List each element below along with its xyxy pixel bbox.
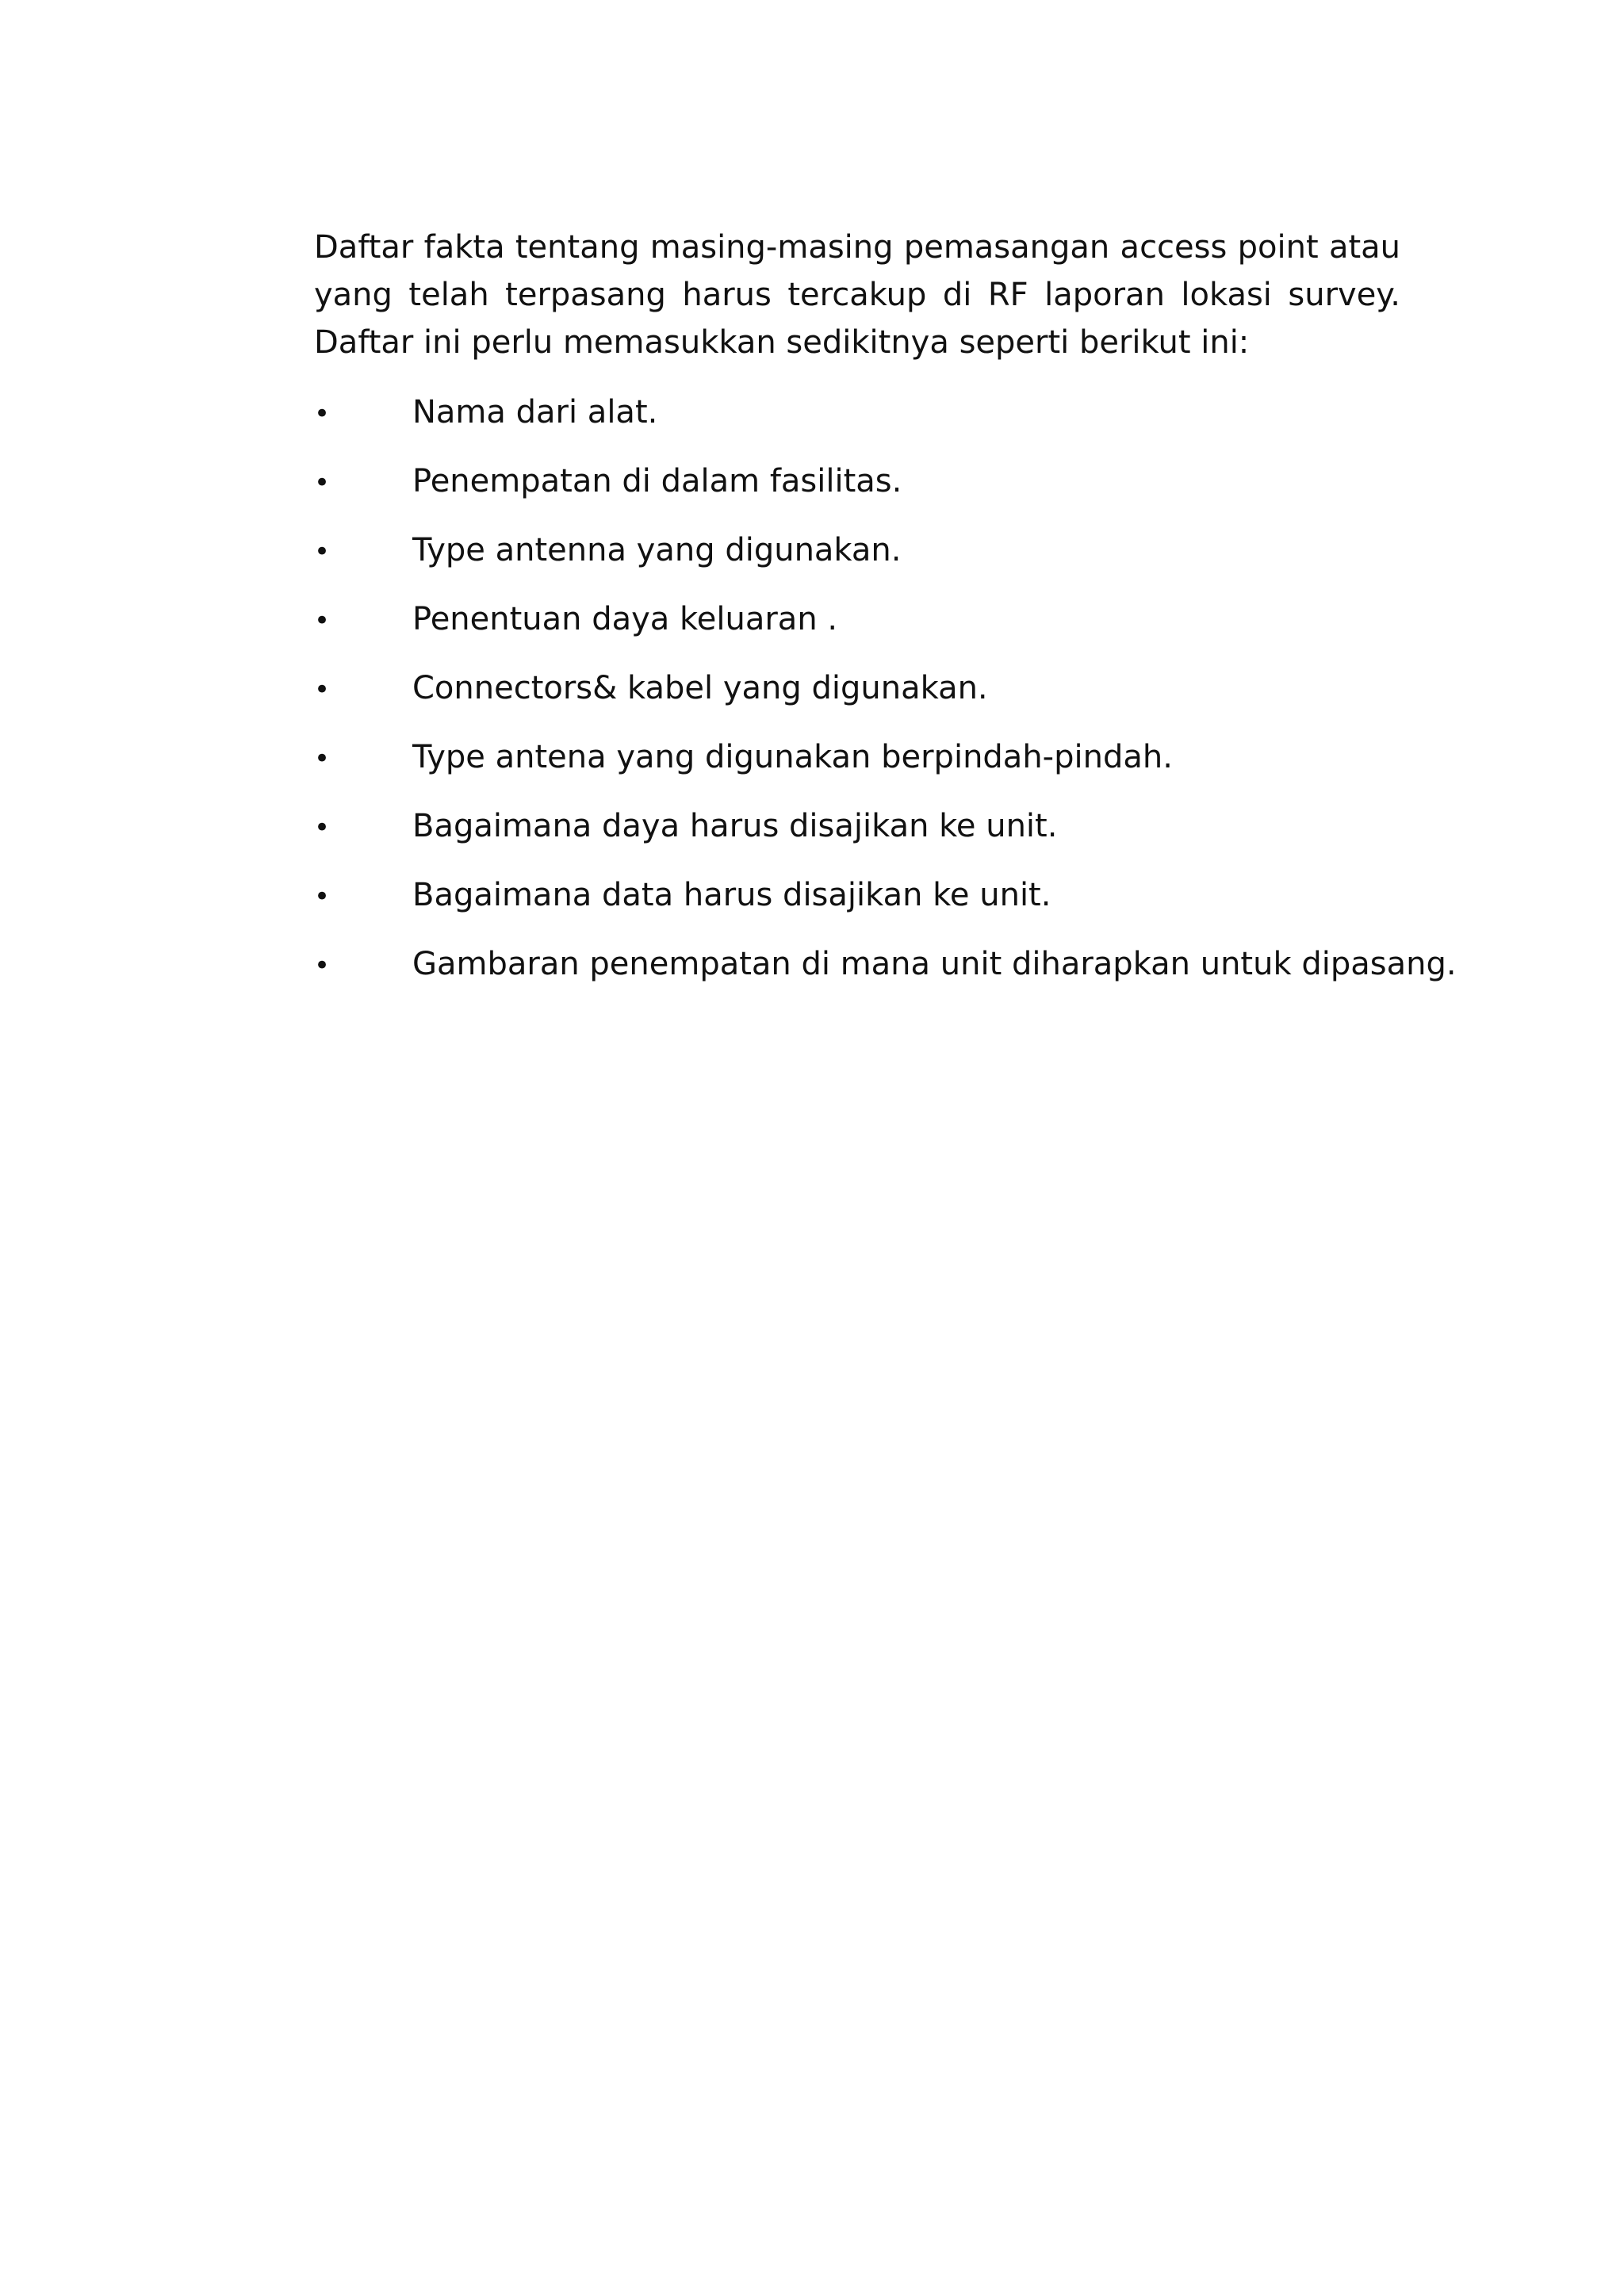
bullet-icon: •: [314, 674, 331, 706]
list-item-text: Type antena yang digunakan berpindah-pindah.: [412, 739, 1173, 775]
list-item: [314, 595, 1400, 664]
bullet-icon: •: [314, 812, 331, 844]
list-item-text: Type antenna yang digunakan.: [412, 532, 902, 568]
bullet-icon: •: [314, 743, 331, 775]
bullet-icon: •: [314, 536, 331, 568]
list-item-text: Connectors& kabel yang digunakan.: [412, 670, 988, 706]
list-item-text: Penempatan di dalam fasilitas.: [412, 463, 902, 499]
list-item: [314, 733, 1400, 802]
requirements-list: [314, 388, 1457, 1009]
list-item: [314, 940, 1457, 1009]
bullet-icon: •: [314, 467, 331, 499]
list-item: [314, 871, 1400, 940]
bullet-icon: •: [314, 398, 331, 430]
list-item-text: Gambaran penempatan di mana unit diharapkan untuk dipasang.: [412, 946, 1457, 982]
list-item: [314, 802, 1400, 871]
list-item-text: Nama dari alat.: [412, 394, 658, 430]
document-content: [314, 224, 1457, 1009]
list-item: [314, 526, 1400, 595]
list-item-text: Bagaimana data harus disajikan ke unit.: [412, 877, 1051, 913]
bullet-icon: •: [314, 881, 331, 913]
bullet-icon: •: [314, 950, 331, 982]
list-item-text: Bagaimana daya harus disajikan ke unit.: [412, 808, 1058, 844]
list-item: [314, 457, 1400, 526]
list-item: [314, 388, 1400, 457]
list-item-text: Penentuan daya keluaran .: [412, 601, 838, 637]
list-item: [314, 664, 1400, 733]
bullet-icon: •: [314, 605, 331, 637]
intro-paragraph: Daftar fakta tentang masing-masing pemasangan access point atau yang telah terpasang harus tercakup di RF laporan lokasi survey. Daftar ini perlu memasukkan sedikitnya seperti berikut ini:: [314, 229, 1400, 361]
